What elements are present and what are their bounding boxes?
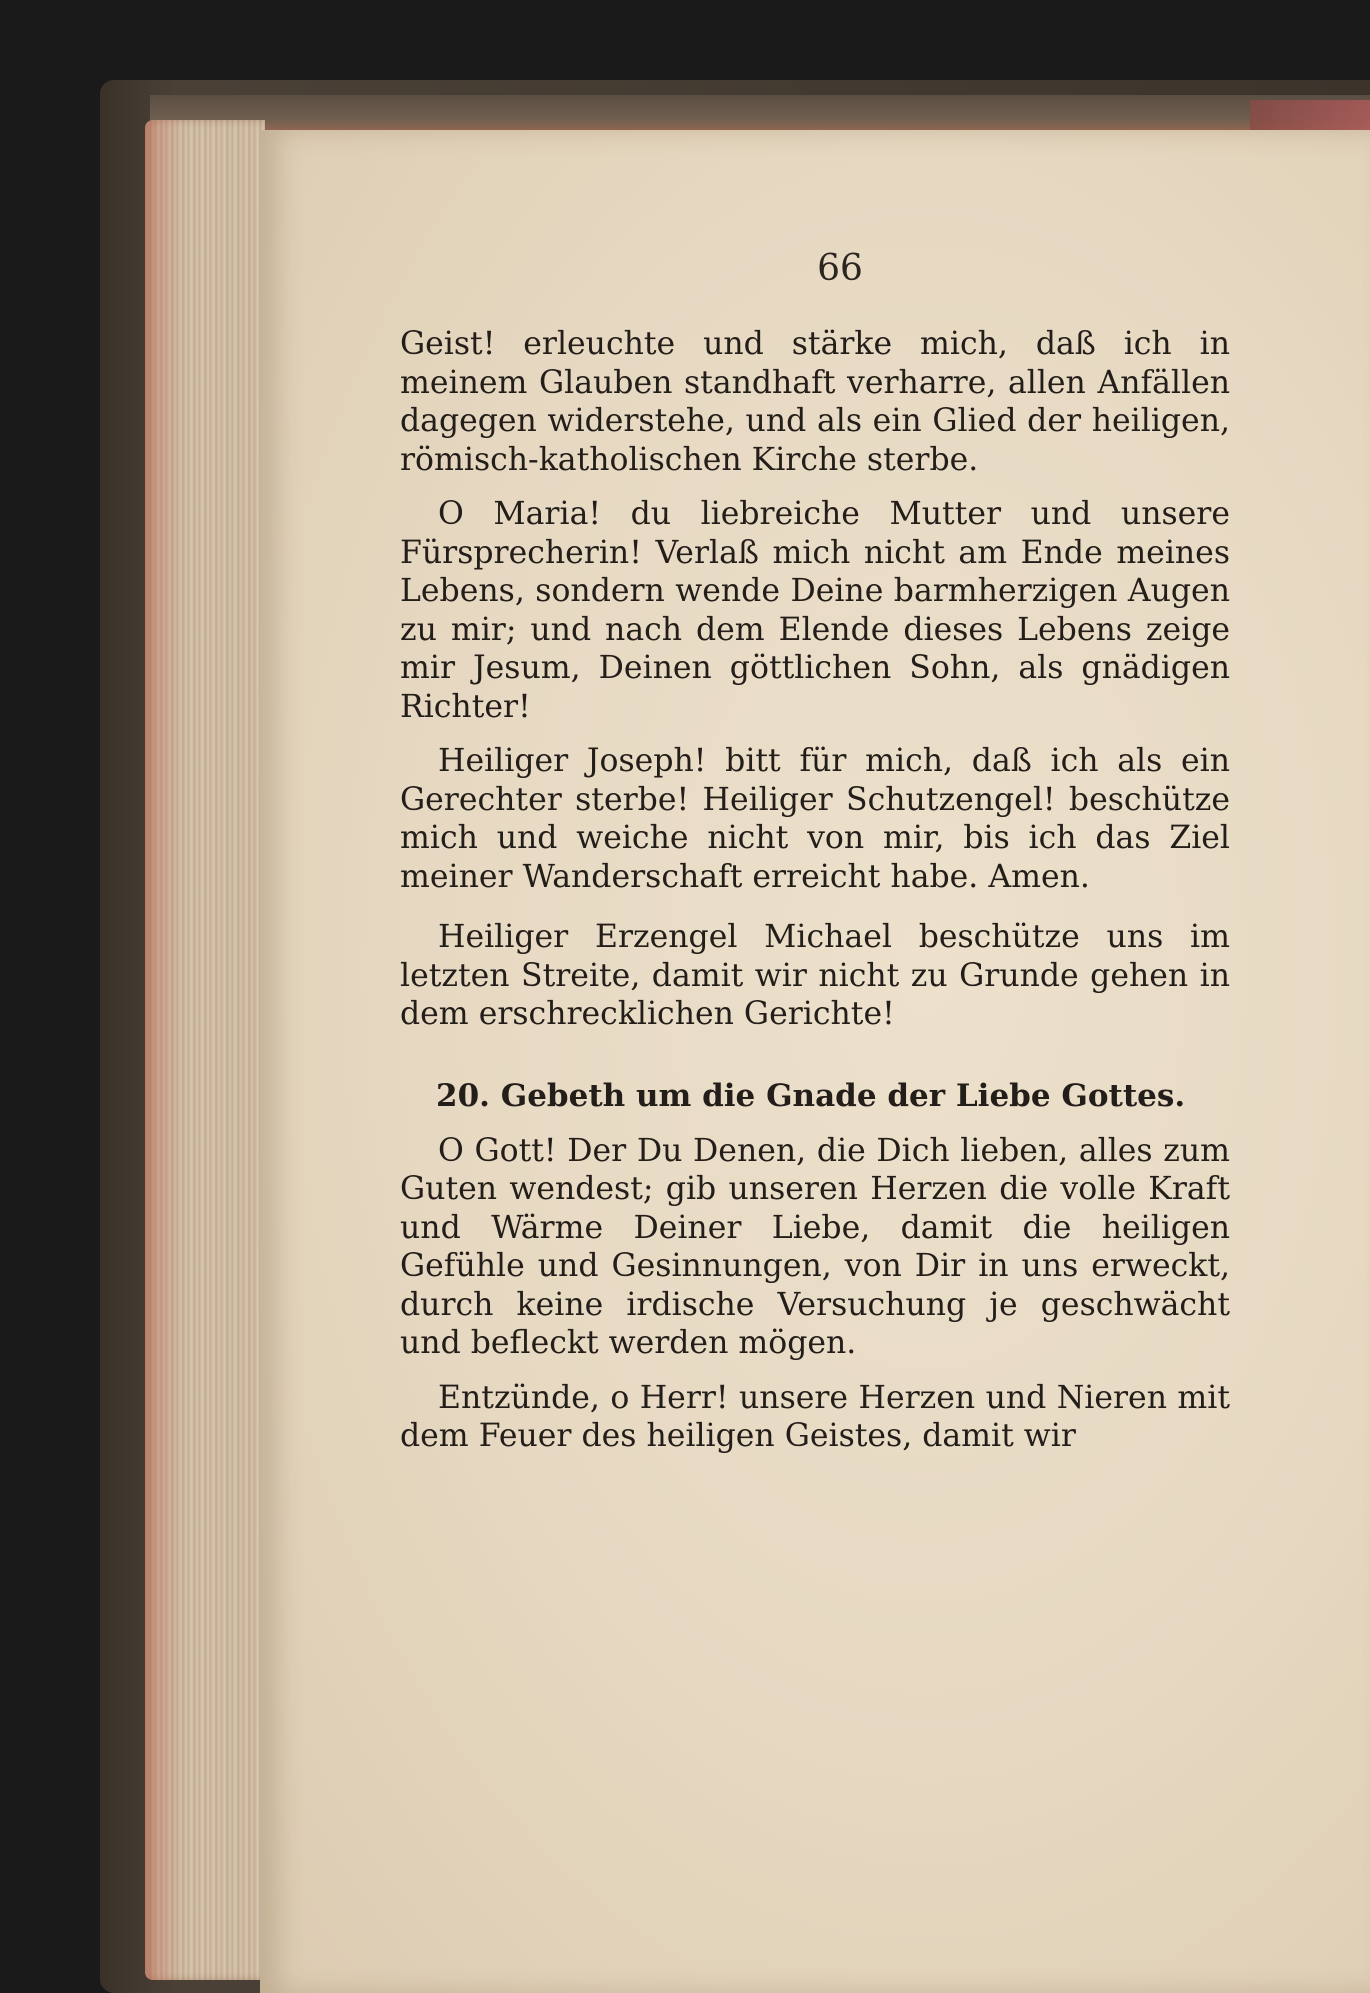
paragraph-continuation: Geist! erleuchte und stärke mich, daß ich in meinem Glauben standhaft verharre, allen Anfällen dagegen widerstehe, und als ein Glied der heiligen, römisch-katholischen Kirche sterbe. bbox=[400, 326, 1230, 478]
page-text bbox=[400, 325, 1230, 1456]
page-edges-tint bbox=[145, 120, 185, 1980]
paragraph-o-gott: O Gott! Der Du Denen, die Dich lieben, alles zum Guten wendest; gib unseren Herzen die volle Kraft und Wärme Deiner Liebe, damit die heiligen Gefühle und Gesinnungen, von Dir in uns erweckt, durch keine irdische Versuchung je geschwächt und befleckt werden mögen. bbox=[400, 1132, 1230, 1361]
paragraph-maria: O Maria! du liebreiche Mutter und unsere Fürsprecherin! Verlaß mich nicht am Ende meines Lebens, sondern wende Deine barmherzigen Augen zu mir; und nach dem Elende dieses Lebens zeige mir Jesum, Deinen göttlichen Sohn, als gnädigen Richter! bbox=[400, 496, 1230, 725]
book-cover-top-edge bbox=[150, 95, 1370, 135]
paragraph-michael: Heiliger Erzengel Michael beschütze uns im letzten Streite, damit wir nicht zu Grunde gehen in dem erschrecklichen Gerichte! bbox=[400, 919, 1230, 1032]
paragraph-joseph: Heiliger Joseph! bitt für mich, daß ich als ein Gerechter sterbe! Heiliger Schutzengel! beschütze mich und weiche nicht von mir, bis ich das Ziel meiner Wanderschaft erreicht habe. Amen. bbox=[400, 743, 1230, 895]
page-number: 66 bbox=[817, 248, 863, 289]
paragraph-entzuende: Entzünde, o Herr! unsere Herzen und Nieren mit dem Feuer des heiligen Geistes, damit wir bbox=[400, 1379, 1230, 1454]
section-heading: 20. Gebeth um die Gnade der Liebe Gottes. bbox=[436, 1077, 1186, 1114]
book-page bbox=[260, 130, 1370, 1993]
book-cover-red-edge bbox=[1250, 100, 1370, 130]
